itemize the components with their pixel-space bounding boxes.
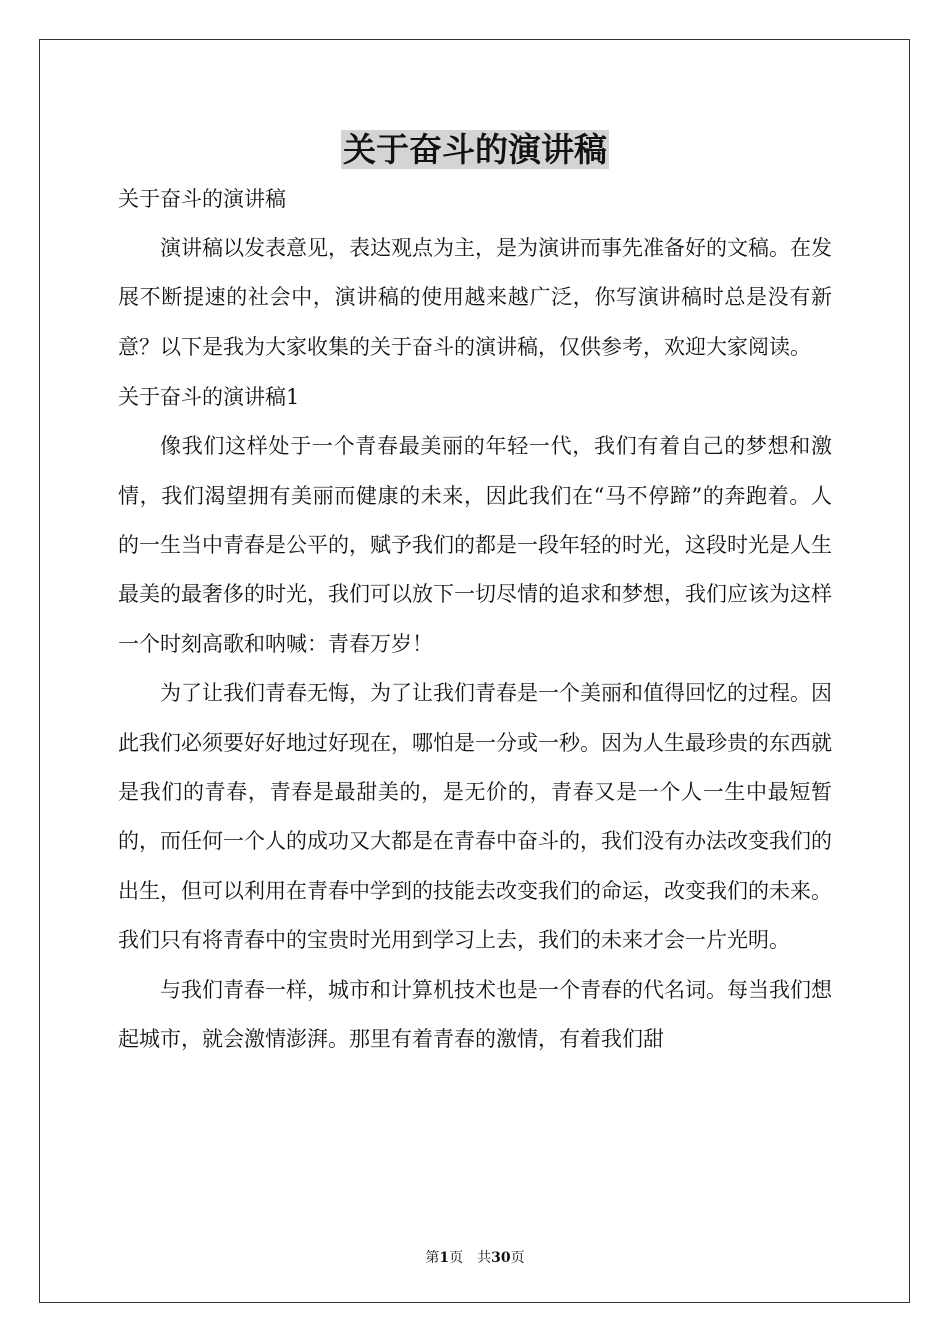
page-footer	[0, 1248, 950, 1268]
document-title	[0, 126, 950, 174]
document-title-text: 关于奋斗的演讲稿	[343, 130, 607, 169]
footer-prefix: 第	[425, 1250, 440, 1266]
page-number: 1	[439, 1250, 450, 1266]
body-paragraph: 与我们青春一样，城市和计算机技术也是一个青春的代名词。每当我们想起城市，就会激情澎湃。那里有着青春的激情，有着我们甜	[118, 977, 832, 1052]
footer-middle: 页 共	[449, 1250, 492, 1266]
total-pages: 30	[491, 1250, 511, 1266]
section-heading: 关于奋斗的演讲稿1	[118, 385, 300, 410]
document-subtitle: 关于奋斗的演讲稿	[118, 187, 286, 211]
document-body	[118, 174, 832, 1065]
body-paragraph: 像我们这样处于一个青春最美丽的年轻一代，我们有着自己的梦想和激情，我们渴望拥有美丽而健康的未来，因此我们在“马不停蹄”的奔跑着。人的一生当中青春是公平的，赋予我们的都是一段年轻的时光，这段时光是人生最美的最奢侈的时光，我们可以放下一切尽情的追求和梦想，我们应该为这样一个时刻高歌和呐喊：青春万岁！	[118, 434, 832, 656]
body-paragraph: 为了让我们青春无悔，为了让我们青春是一个美丽和值得回忆的过程。因此我们必须要好好地过好现在，哪怕是一分或一秒。因为人生最珍贵的东西就是我们的青春，青春是最甜美的，是无价的，青春又是一个人一生中最短暂的，而任何一个人的成功又大都是在青春中奋斗的，我们没有办法改变我们的出生，但可以利用在青春中学到的技能去改变我们的命运，改变我们的未来。我们只有将青春中的宝贵时光用到学习上去，我们的未来才会一片光明。	[118, 681, 832, 953]
intro-paragraph: 演讲稿以发表意见，表达观点为主，是为演讲而事先准备好的文稿。在发展不断提速的社会中，演讲稿的使用越来越广泛，你写演讲稿时总是没有新意？以下是我为大家收集的关于奋斗的演讲稿，仅供参考，欢迎大家阅读。	[118, 236, 832, 359]
footer-suffix: 页	[510, 1250, 525, 1266]
